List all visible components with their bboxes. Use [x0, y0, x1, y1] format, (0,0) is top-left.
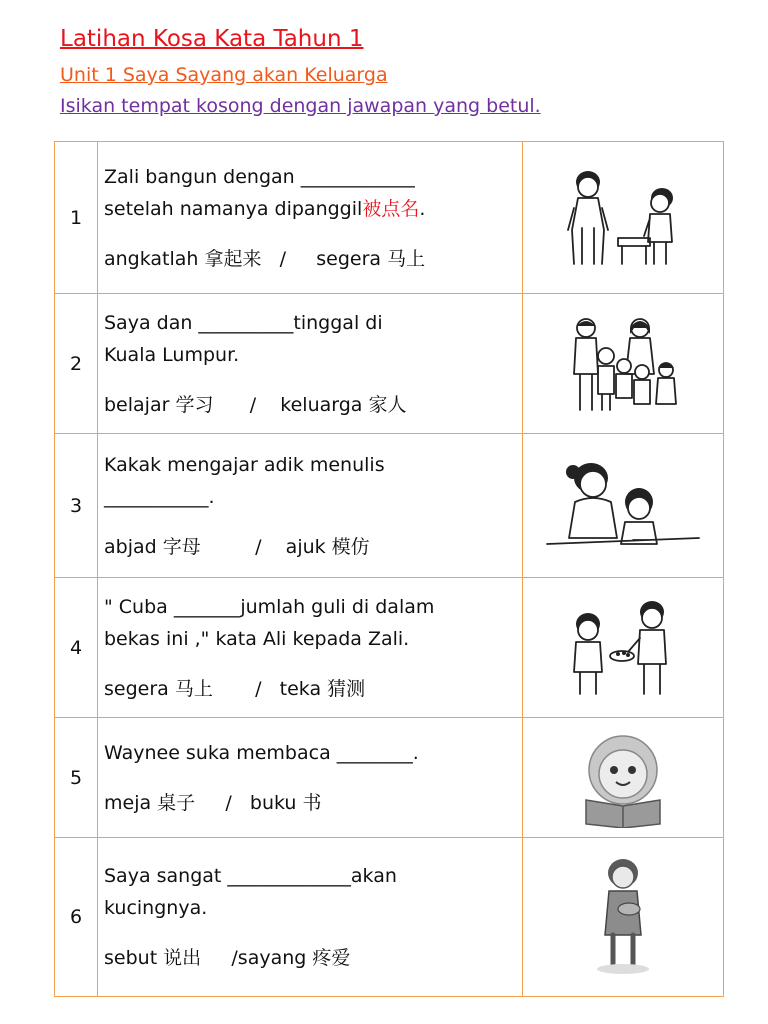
- unit-title: Unit 1 Saya Sayang akan Keluarga: [60, 64, 388, 86]
- girl-reading-book-image: [568, 728, 678, 828]
- row-number: 5: [55, 718, 98, 838]
- option-b: ajuk 模仿: [285, 535, 370, 558]
- option-b: keluarga 家人: [280, 393, 407, 416]
- option-a: meja 桌子: [104, 791, 196, 814]
- option-a: angkatlah 拿起来: [104, 247, 262, 270]
- option-separator: /: [249, 393, 257, 416]
- option-separator: /: [255, 677, 262, 700]
- teacher-and-pupil-image: [558, 168, 688, 268]
- exercise-row: [55, 294, 724, 434]
- option-separator: /: [225, 791, 232, 814]
- option-separator: /: [231, 947, 238, 969]
- chinese-hint: 被点名: [362, 197, 420, 220]
- picture-cell: [523, 434, 724, 578]
- question-cell: [98, 718, 523, 838]
- row-number: 6: [55, 838, 98, 997]
- picture-cell: [523, 718, 724, 838]
- sister-teaching-image: [543, 458, 703, 553]
- exercise-row: [55, 718, 724, 838]
- option-b: teka 猜测: [279, 677, 366, 700]
- question-cell: [98, 434, 523, 578]
- question-line: bekas ini ," kata Ali kepada Zali.: [104, 627, 410, 650]
- row-number: 1: [55, 142, 98, 294]
- option-separator: /: [255, 535, 262, 558]
- row-number: 4: [55, 578, 98, 718]
- family-image: [558, 314, 688, 414]
- exercise-row: [55, 838, 724, 997]
- question-cell: [98, 142, 523, 294]
- question-line: Saya sangat _____________akan: [104, 865, 397, 887]
- option-b: segera 马上: [316, 247, 426, 270]
- worksheet-title: Latihan Kosa Kata Tahun 1: [60, 26, 364, 52]
- row-number: 2: [55, 294, 98, 434]
- question-line: [104, 193, 522, 225]
- question-cell: [98, 578, 523, 718]
- exercise-row: [55, 434, 724, 578]
- girl-holding-cat-image: [583, 857, 663, 977]
- answer-options: [104, 942, 522, 974]
- answer-options: [104, 243, 522, 275]
- boys-with-marbles-image: [558, 598, 688, 698]
- option-separator: /: [279, 247, 287, 270]
- option-b: sayang 疼爱: [237, 947, 351, 969]
- exercise-row: [55, 142, 724, 294]
- picture-cell: [523, 838, 724, 997]
- question-line: kucingnya.: [104, 897, 208, 919]
- question-cell: [98, 838, 523, 997]
- question-line: Waynee suka membaca ________.: [104, 741, 419, 764]
- question-line: Saya dan __________tinggal di: [104, 311, 383, 334]
- question-line: ___________.: [104, 485, 215, 508]
- instruction-text: Isikan tempat kosong dengan jawapan yang betul.: [60, 95, 541, 117]
- question-line: " Cuba _______jumlah guli di dalam: [104, 595, 435, 618]
- answer-options: [104, 531, 522, 563]
- row-number: 3: [55, 434, 98, 578]
- question-line: Kakak mengajar adik menulis: [104, 453, 385, 476]
- answer-options: [104, 673, 522, 705]
- option-a: sebut 说出: [104, 947, 202, 969]
- answer-options: [104, 787, 522, 819]
- question-text: setelah namanya dipanggil: [104, 197, 363, 220]
- question-line: Kuala Lumpur.: [104, 343, 240, 366]
- option-a: belajar 学习: [104, 393, 214, 416]
- question-cell: [98, 294, 523, 434]
- option-b: buku 书: [249, 791, 322, 814]
- question-punctuation: .: [419, 197, 426, 220]
- picture-cell: [523, 578, 724, 718]
- picture-cell: [523, 294, 724, 434]
- option-a: abjad 字母: [104, 535, 201, 558]
- option-a: segera 马上: [104, 677, 213, 700]
- answer-options: [104, 389, 522, 421]
- exercise-table: [54, 141, 724, 997]
- picture-cell: [523, 142, 724, 294]
- exercise-row: [55, 578, 724, 718]
- question-line: Zali bangun dengan ____________: [104, 165, 415, 188]
